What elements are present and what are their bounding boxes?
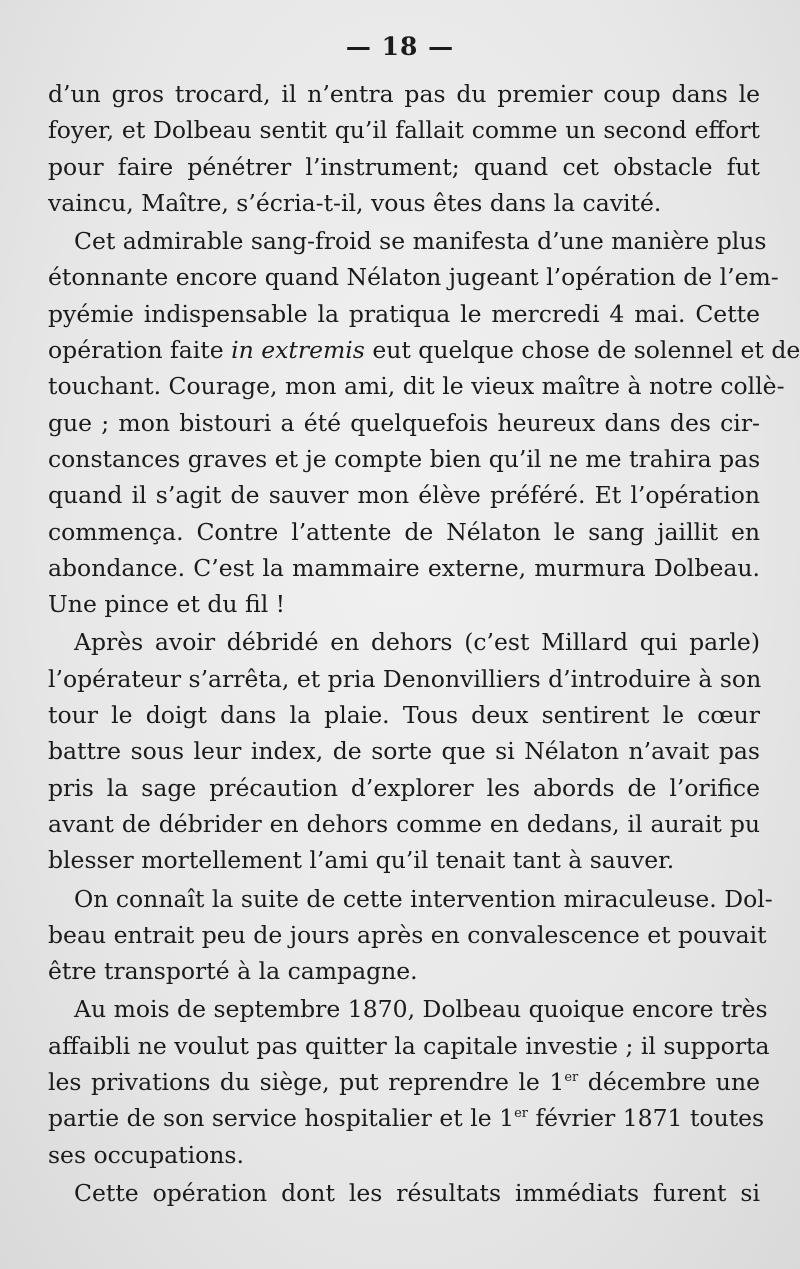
- paragraph: [48, 881, 773, 990]
- text-line: beau entrait peu de jours après en convalescence et pouvait: [48, 920, 767, 949]
- text-segment: eut quelque chose de solennel et de: [364, 336, 800, 365]
- text-line: pris la sage précaution d’explorer les abords de l’orifice: [48, 773, 760, 802]
- text-line: [48, 1064, 760, 1100]
- text-line: [48, 1100, 765, 1136]
- paragraph: [48, 1175, 760, 1211]
- text-line: vaincu, Maître, s’écria-t-il, vous êtes dans la cavité.: [48, 188, 662, 217]
- paragraph: [48, 624, 760, 878]
- paragraph: [48, 223, 800, 622]
- text-line: Cet admirable sang-froid se manifesta d’une manière plus: [74, 227, 767, 256]
- text-line: [48, 332, 800, 368]
- paragraph: [48, 76, 760, 221]
- text-line: foyer, et Dolbeau sentit qu’il fallait comme un second effort: [48, 116, 760, 145]
- text-line: affaibli ne voulut pas quitter la capitale investie ; il supporta: [48, 1031, 770, 1060]
- text-line: Une pince et du fil !: [48, 590, 286, 619]
- text-line: On connaît la suite de cette intervention miraculeuse. Dol-: [74, 884, 773, 913]
- text-line: quand il s’agit de sauver mon élève préféré. Et l’opération: [48, 481, 760, 510]
- italic-phrase: in extremis: [231, 336, 365, 365]
- text-line: gue ; mon bistouri a été quelquefois heureux dans des cir-: [48, 408, 760, 437]
- text-line: avant de débrider en dehors comme en dedans, il aurait pu: [48, 809, 760, 838]
- text-line: d’un gros trocard, il n’entra pas du premier coup dans le: [48, 80, 760, 108]
- text-segment: opération faite: [48, 336, 232, 365]
- text-line: l’opérateur s’arrêta, et pria Denonvilliers d’introduire à son: [48, 664, 762, 693]
- text-line: tour le doigt dans la plaie. Tous deux sentirent le cœur: [48, 701, 760, 730]
- ordinal-superscript: er: [564, 1070, 579, 1086]
- paragraph: [48, 991, 770, 1172]
- text-line: constances graves et je compte bien qu’il ne me trahira pas: [48, 444, 761, 473]
- text-line: être transporté à la campagne.: [48, 957, 418, 986]
- text-segment: les privations du siège, put reprendre le 1: [48, 1068, 565, 1097]
- text-line: étonnante encore quand Nélaton jugeant l’opération de l’em-: [48, 263, 779, 292]
- text-line: ses occupations.: [48, 1140, 244, 1169]
- text-segment: partie de son service hospitalier et le 1: [48, 1104, 515, 1133]
- text-line: commença. Contre l’attente de Nélaton le sang jaillit en: [48, 517, 760, 546]
- ordinal-superscript: er: [514, 1106, 528, 1122]
- page-number: — 18 —: [345, 32, 455, 61]
- text-line: pyémie indispensable la pratiqua le mercredi 4 mai. Cette: [48, 299, 760, 328]
- text-line: Cette opération dont les résultats immédiats furent si: [74, 1178, 760, 1207]
- text-line: Au mois de septembre 1870, Dolbeau quoique encore très: [74, 995, 768, 1024]
- text-segment: décembre une: [578, 1068, 760, 1097]
- text-line: abondance. C’est la mammaire externe, murmura Dolbeau.: [48, 553, 760, 582]
- text-segment: février 1871 toutes: [527, 1104, 765, 1133]
- page-body-text: [48, 76, 800, 1211]
- text-line: blesser mortellement l’ami qu’il tenait tant à sauver.: [48, 846, 675, 875]
- text-line: battre sous leur index, de sorte que si Nélaton n’avait pas: [48, 737, 760, 766]
- text-line: pour faire pénétrer l’instrument; quand cet obstacle fut: [48, 152, 760, 181]
- text-line: touchant. Courage, mon ami, dit le vieux maître à notre collè-: [48, 372, 785, 401]
- text-line: Après avoir débridé en dehors (c’est Millard qui parle): [74, 628, 760, 657]
